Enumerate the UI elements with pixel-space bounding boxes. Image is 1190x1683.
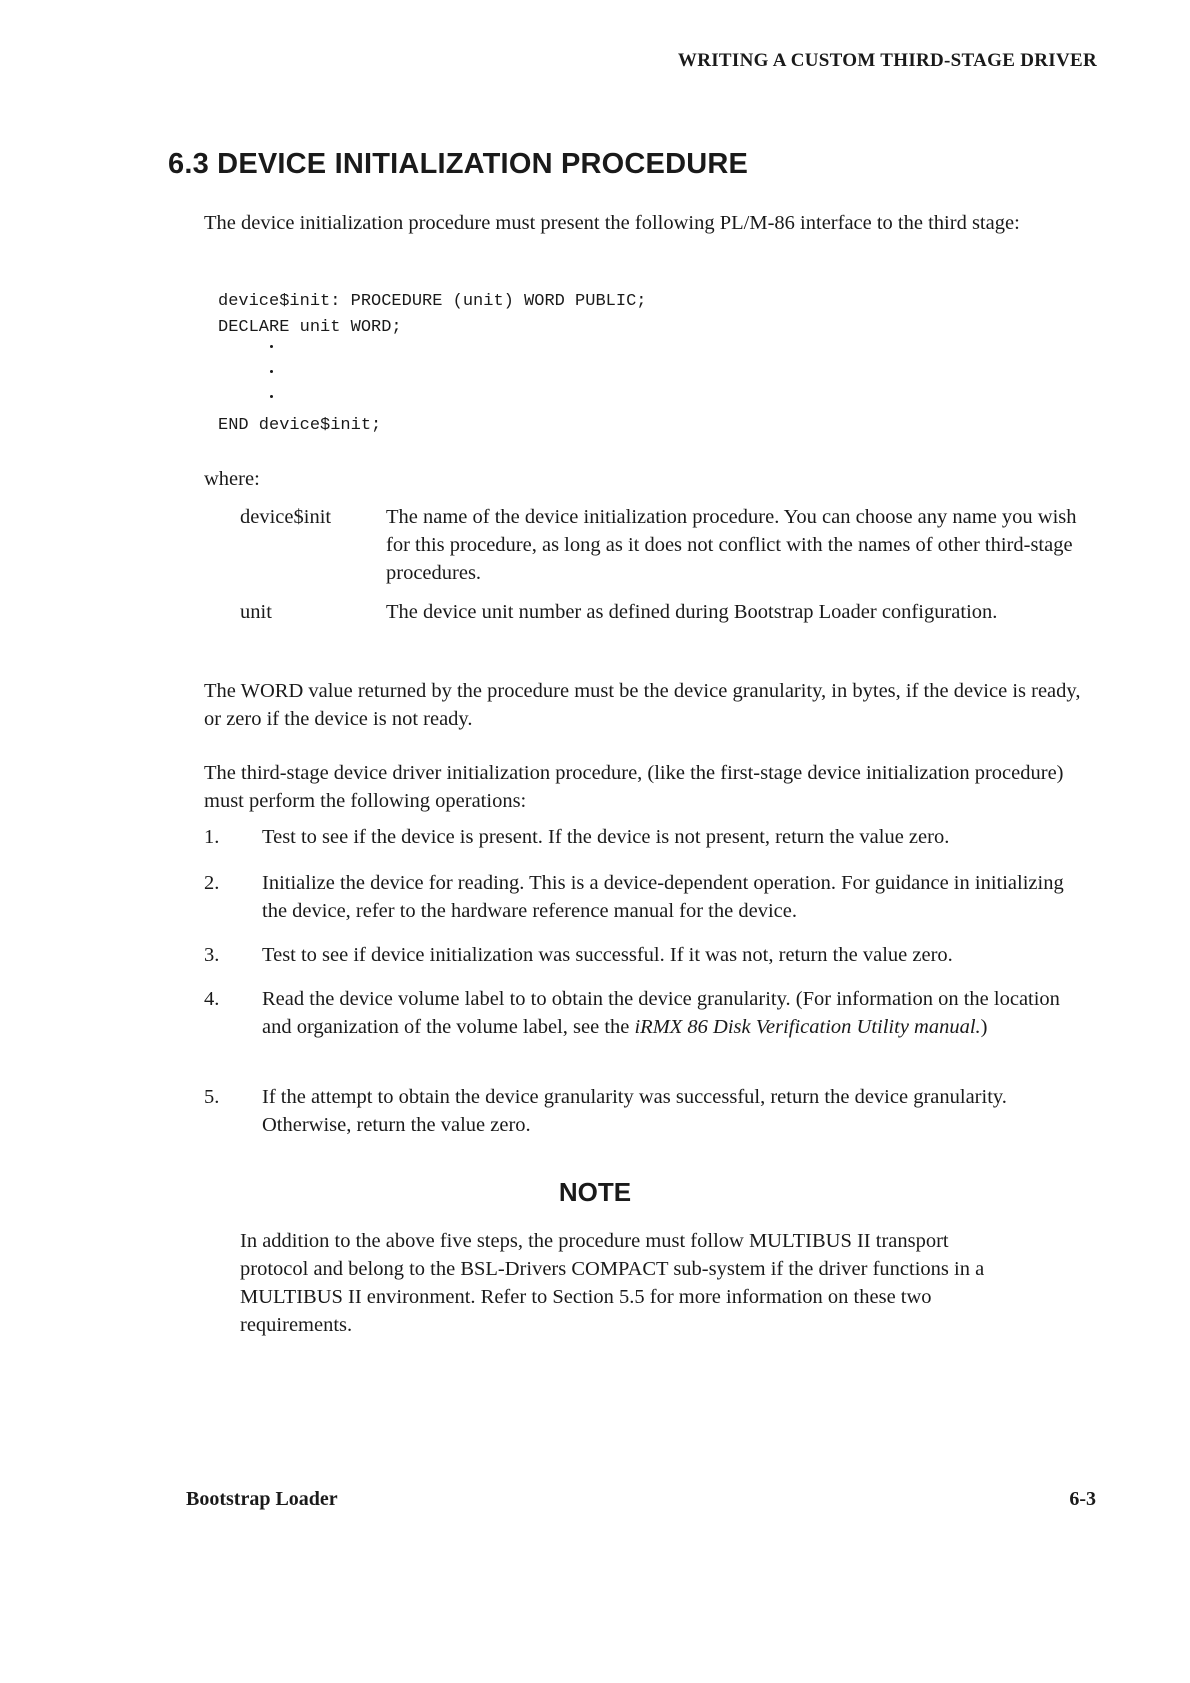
list-item-text: If the attempt to obtain the device granularity was successful, return the device granularity. Otherwise, return the value zero.: [262, 1086, 1007, 1136]
list-item-text: Test to see if the device is present. If the device is not present, return the value zero.: [262, 826, 950, 848]
list-item-number: 4.: [204, 988, 220, 1010]
list-item-number: 2.: [204, 872, 220, 894]
param-name: device$init: [240, 506, 332, 528]
list-item-text: Test to see if device initialization was successful. If it was not, return the value zero.: [262, 944, 953, 966]
list-item-number: 1.: [204, 826, 220, 848]
ellipsis-dot: [270, 345, 273, 348]
list-item-text: [262, 985, 1092, 1041]
list-item-number: 3.: [204, 944, 220, 966]
running-header: WRITING A CUSTOM THIRD-STAGE DRIVER: [677, 50, 1097, 71]
param-description: The name of the device initialization procedure. You can choose any name you wish for this procedure, as long as it does not conflict with the names of other third-stage procedures.: [386, 506, 1077, 584]
section-title: 6.3 DEVICE INITIALIZATION PROCEDURE: [168, 148, 749, 180]
note-body: In addition to the above five steps, the procedure must follow MULTIBUS II transport protocol and belong to the BSL-Drivers COMPACT sub-system if the driver functions in a MULTIBUS II environment. Refer to Section 5.5 for more information on these two requirements.: [240, 1230, 985, 1336]
manual-title-reference: iRMX 86 Disk Verification Utility manual.: [634, 1016, 981, 1038]
code-line-procedure: device$init: PROCEDURE (unit) WORD PUBLIC;: [218, 292, 647, 311]
list-item-text-start: Read the device volume label to to obtain the device granularity. (For information on the location and organization of the volume label, see the: [262, 988, 1060, 1038]
note-title: NOTE: [558, 1177, 632, 1207]
word-value-paragraph: The WORD value returned by the procedure must be the device granularity, in bytes, if the device is ready, or zero if the device is not ready.: [204, 680, 1081, 730]
param-description: The device unit number as defined during Bootstrap Loader configuration.: [386, 601, 998, 623]
ellipsis-dot: [270, 370, 273, 373]
ellipsis-dot: [270, 395, 273, 398]
param-name: unit: [240, 601, 272, 623]
list-item-text: Initialize the device for reading. This is a device-dependent operation. For guidance in initializing the device, refer to the hardware reference manual for the device.: [262, 872, 1064, 922]
list-item-text-end: ): [980, 1016, 988, 1038]
code-line-end: END device$init;: [218, 416, 382, 435]
page-number: 6-3: [1069, 1488, 1096, 1510]
footer-book-title: Bootstrap Loader: [186, 1488, 338, 1510]
where-label: where:: [204, 468, 260, 490]
code-line-declare: DECLARE unit WORD;: [218, 318, 402, 337]
list-item-number: 5.: [204, 1086, 220, 1108]
intro-paragraph: The device initialization procedure must present the following PL/M-86 interface to the third stage:: [204, 212, 1020, 234]
third-stage-paragraph: The third-stage device driver initialization procedure, (like the first-stage device initialization procedure) must perform the following operations:: [204, 762, 1064, 812]
